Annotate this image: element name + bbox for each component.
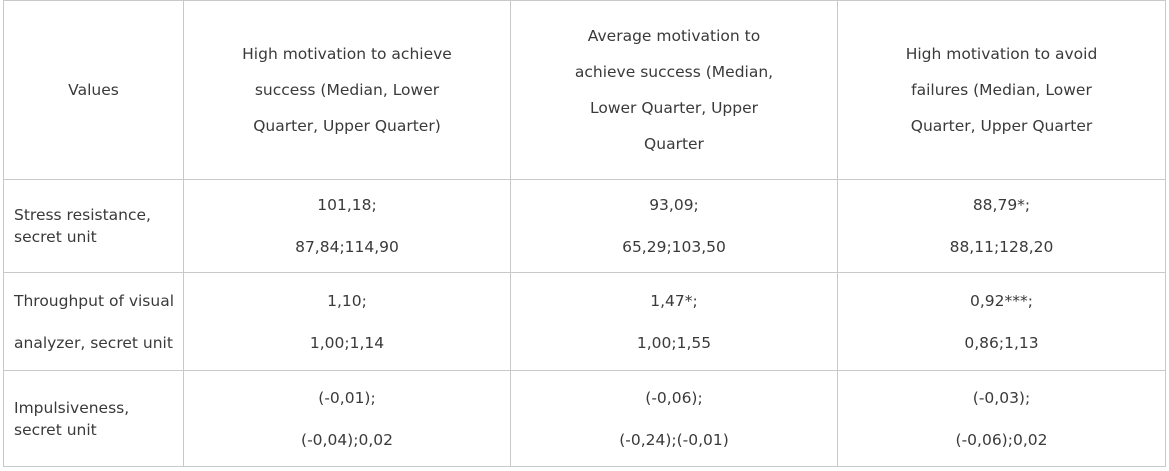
header-text-line: Quarter, Upper Quarter) [253, 117, 441, 135]
header-text-line: success (Median, Lower [254, 81, 440, 99]
header-high-motivation-avoid-failures [838, 1, 1166, 180]
table-row [4, 180, 1166, 273]
cell-median: 93,09; [649, 196, 699, 214]
cell-quartiles: 65,29;103,50 [622, 238, 726, 256]
header-text-line: achieve success (Median, [574, 63, 774, 81]
row-label-line: secret unit [14, 228, 97, 246]
cell-quartiles: 0,86;1,13 [964, 333, 1039, 352]
header-values-label: Values [68, 81, 119, 99]
table-cell [838, 273, 1166, 371]
header-text-line: Quarter [644, 135, 704, 153]
cell-median: 1,10; [327, 291, 367, 310]
row-label-line: Impulsiveness, [14, 398, 130, 417]
header-text-line: failures (Median, Lower [911, 81, 1092, 99]
cell-median: (-0,01); [318, 388, 376, 407]
cell-median: 0,92***; [970, 291, 1033, 310]
row-label-line: Throughput of visual [14, 291, 175, 310]
cell-median: 101,18; [317, 196, 377, 214]
table-header-row [4, 1, 1166, 180]
table-cell [184, 273, 511, 371]
header-text-line: Quarter, Upper Quarter [910, 117, 1093, 135]
cell-quartiles: (-0,04);0,02 [301, 430, 393, 449]
row-label-stress-resistance [4, 180, 184, 273]
cell-quartiles: 87,84;114,90 [295, 238, 399, 256]
results-table [3, 0, 1166, 467]
table-row [4, 273, 1166, 371]
cell-median: 88,79*; [972, 196, 1031, 214]
header-text-line: Lower Quarter, Upper [589, 99, 759, 117]
row-label-line: Stress resistance, [14, 206, 151, 224]
table-cell [838, 371, 1166, 467]
table-cell [511, 180, 838, 273]
table-cell [838, 180, 1166, 273]
cell-quartiles: 88,11;128,20 [949, 238, 1054, 256]
cell-quartiles: (-0,24);(-0,01) [619, 430, 729, 449]
cell-quartiles: 1,00;1,14 [309, 333, 385, 352]
cell-median: (-0,06); [645, 388, 703, 407]
cell-median: (-0,03); [972, 388, 1031, 407]
header-text-line: High motivation to avoid [905, 45, 1098, 63]
cell-quartiles: (-0,06);0,02 [955, 430, 1048, 449]
row-label-line: secret unit [14, 420, 97, 439]
header-text-line: Average motivation to [587, 27, 761, 45]
table-cell [184, 180, 511, 273]
table-cell [511, 273, 838, 371]
header-average-motivation-success [511, 1, 838, 180]
cell-median: 1,47*; [650, 291, 698, 310]
header-values [4, 1, 184, 180]
cell-quartiles: 1,00;1,55 [636, 333, 712, 352]
table-row [4, 371, 1166, 467]
table-cell [184, 371, 511, 467]
row-label-line: analyzer, secret unit [14, 333, 173, 352]
row-label-impulsiveness [4, 371, 184, 467]
row-label-throughput [4, 273, 184, 371]
table-cell [511, 371, 838, 467]
header-high-motivation-success [184, 1, 511, 180]
header-text-line: High motivation to achieve [242, 45, 452, 63]
